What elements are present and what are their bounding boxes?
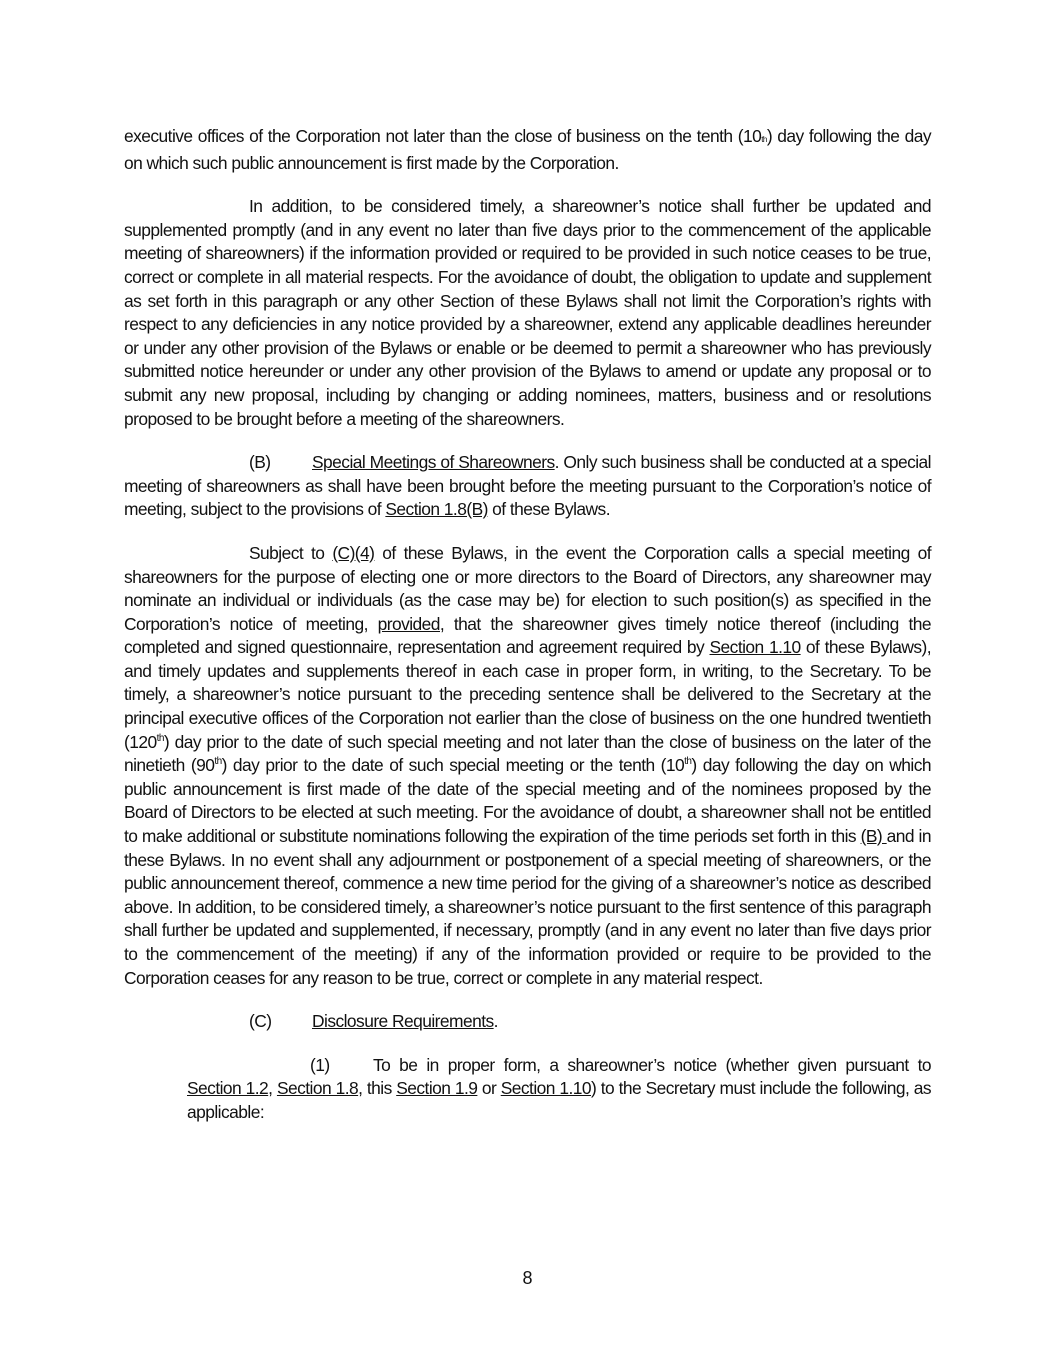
paragraph-timely-update: In addition, to be considered timely, a shareowner’s notice shall further be updated and supplemented promptly (and in any event no later than five days prior to the commencement of the applicable meeting of shareowners) if the information provided or required to be provided in such notice ceases to be true, correct or complete in all material respects. For the avoidance of doubt, the obligation to update and supplement as set forth in this paragraph or any other Section of these Bylaws shall not limit the Corporation’s rights with respect to any deficiencies in any notice provided by a shareowner, extend any applicable deadlines hereunder or under any other provision of the Bylaws or enable or be deemed to permit a shareowner who has previously submitted notice hereunder or under any other provision of the Bylaws to amend or update any proposal or to submit any new proposal, including by changing or adding nominees, matters, business and or resolutions proposed to be brought before a meeting of the shareowners. (124, 196, 931, 429)
provided-term: provided, (377, 613, 445, 634)
section-heading: Special Meetings of Shareowners (312, 452, 555, 473)
section-reference: Section 1.10 (709, 637, 801, 658)
paragraph-text: of these Bylaws, in the event the Corporation calls a special meeting of shareowners for the purpose of electing one or more directors to the Board of Directors, any shareowner may nominate an individual or individuals (as the case may be) for election to such position(s) as specified in the Corporation’s notice of meeting, (124, 542, 932, 634)
section-reference: (C)(4) (332, 542, 375, 563)
ordinal-suffix: th (156, 732, 164, 744)
paragraph-text: To be in proper form, a shareowner’s notice (whether given pursuant to (373, 1054, 931, 1075)
paragraph-special-meeting-nominations (124, 542, 931, 990)
section-label: (C) (249, 1011, 272, 1032)
paragraph-text: ) day prior to the date of such special meeting or the tenth (10 (221, 755, 685, 776)
paragraph-disclosure-heading (124, 1010, 931, 1034)
section-heading: Disclosure Requirements (312, 1011, 494, 1032)
paragraph-text: ) day prior to the date of such special meeting and not later than the close of business on the later of the ninetieth (90 (124, 731, 931, 776)
paragraph-text: . Only such business shall be conducted at a special meeting of shareowners as shall have been brought before the meeting pursuant to the Corporation’s notice of meeting, subject to the provisions of (124, 452, 931, 520)
paragraph-continuation (124, 125, 931, 175)
paragraph-text: . (493, 1011, 498, 1032)
section-reference: (B) (860, 826, 887, 847)
paragraph-text: of these Bylaws), and timely updates and supplements thereof in each case in proper form, in writing, to the Secretary. To be timely, a shareowner’s notice pursuant to the preceding sentence shall be delivered to the Secretary at the principal executive offices of the Corporation not earlier than the close of business on the one hundred twentieth (120 (124, 637, 931, 752)
paragraph-text: ) to the Secretary must include the following, as applicable: (187, 1078, 931, 1122)
paragraph-text: ) day following the day on which such public announcement is first made by the Corporation. (124, 126, 932, 173)
subsection-label: (1) (310, 1054, 330, 1075)
ordinal-suffix: th (761, 135, 767, 144)
section-reference: Section 1.9 (396, 1078, 478, 1099)
ordinal-suffix: th (214, 756, 222, 768)
paragraph-text: of these Bylaws. (487, 499, 610, 520)
paragraph-text: that the shareowner gives timely notice thereof (including the completed and signed questionnaire, representation and agreement required by (124, 613, 931, 658)
paragraph-text: Subject to (249, 542, 333, 563)
section-label: (B) (249, 452, 271, 473)
section-reference: Section 1.2 (187, 1078, 269, 1099)
paragraph-proper-form (187, 1054, 931, 1125)
paragraph-text: executive offices of the Corporation not later than the close of business on the tenth (10 (124, 126, 762, 146)
paragraph-text: ) day following the day on which public announcement is first made of the date of the special meeting and of the nominees proposed by the Board of Directors to be elected at such meeting. For the avoidance of doubt, a shareowner shall not be entitled to make additional or substitute nominations following the expiration of the time periods set forth in this (124, 755, 931, 847)
section-reference: Section 1.10 (500, 1078, 591, 1099)
paragraph-text: , this (358, 1078, 397, 1099)
section-reference: Section 1.8 (276, 1078, 359, 1099)
section-reference: Section 1.8(B) (385, 499, 488, 520)
paragraph-text: and in these Bylaws. In no event shall any adjournment or postponement of a special meeting of shareowners, or the public announcement thereof, commence a new time period for the giving of a shareowner’s notice as described above. In addition, to be considered timely, a shareowner’s notice pursuant to the first sentence of this paragraph shall further be updated and supplemented, if necessary, promptly (and in any event no later than five days prior to the commencement of the meeting) if any of the information provided or require to be provided to the Corporation ceases for any reason to be true, correct or complete in any material respect. (124, 826, 931, 988)
paragraph-text: , (268, 1078, 277, 1099)
paragraph-text: or (477, 1078, 501, 1099)
page-body (124, 125, 931, 1125)
paragraph-special-meetings (124, 451, 931, 522)
page-number: 8 (522, 1268, 533, 1288)
ordinal-suffix: th (684, 756, 692, 768)
